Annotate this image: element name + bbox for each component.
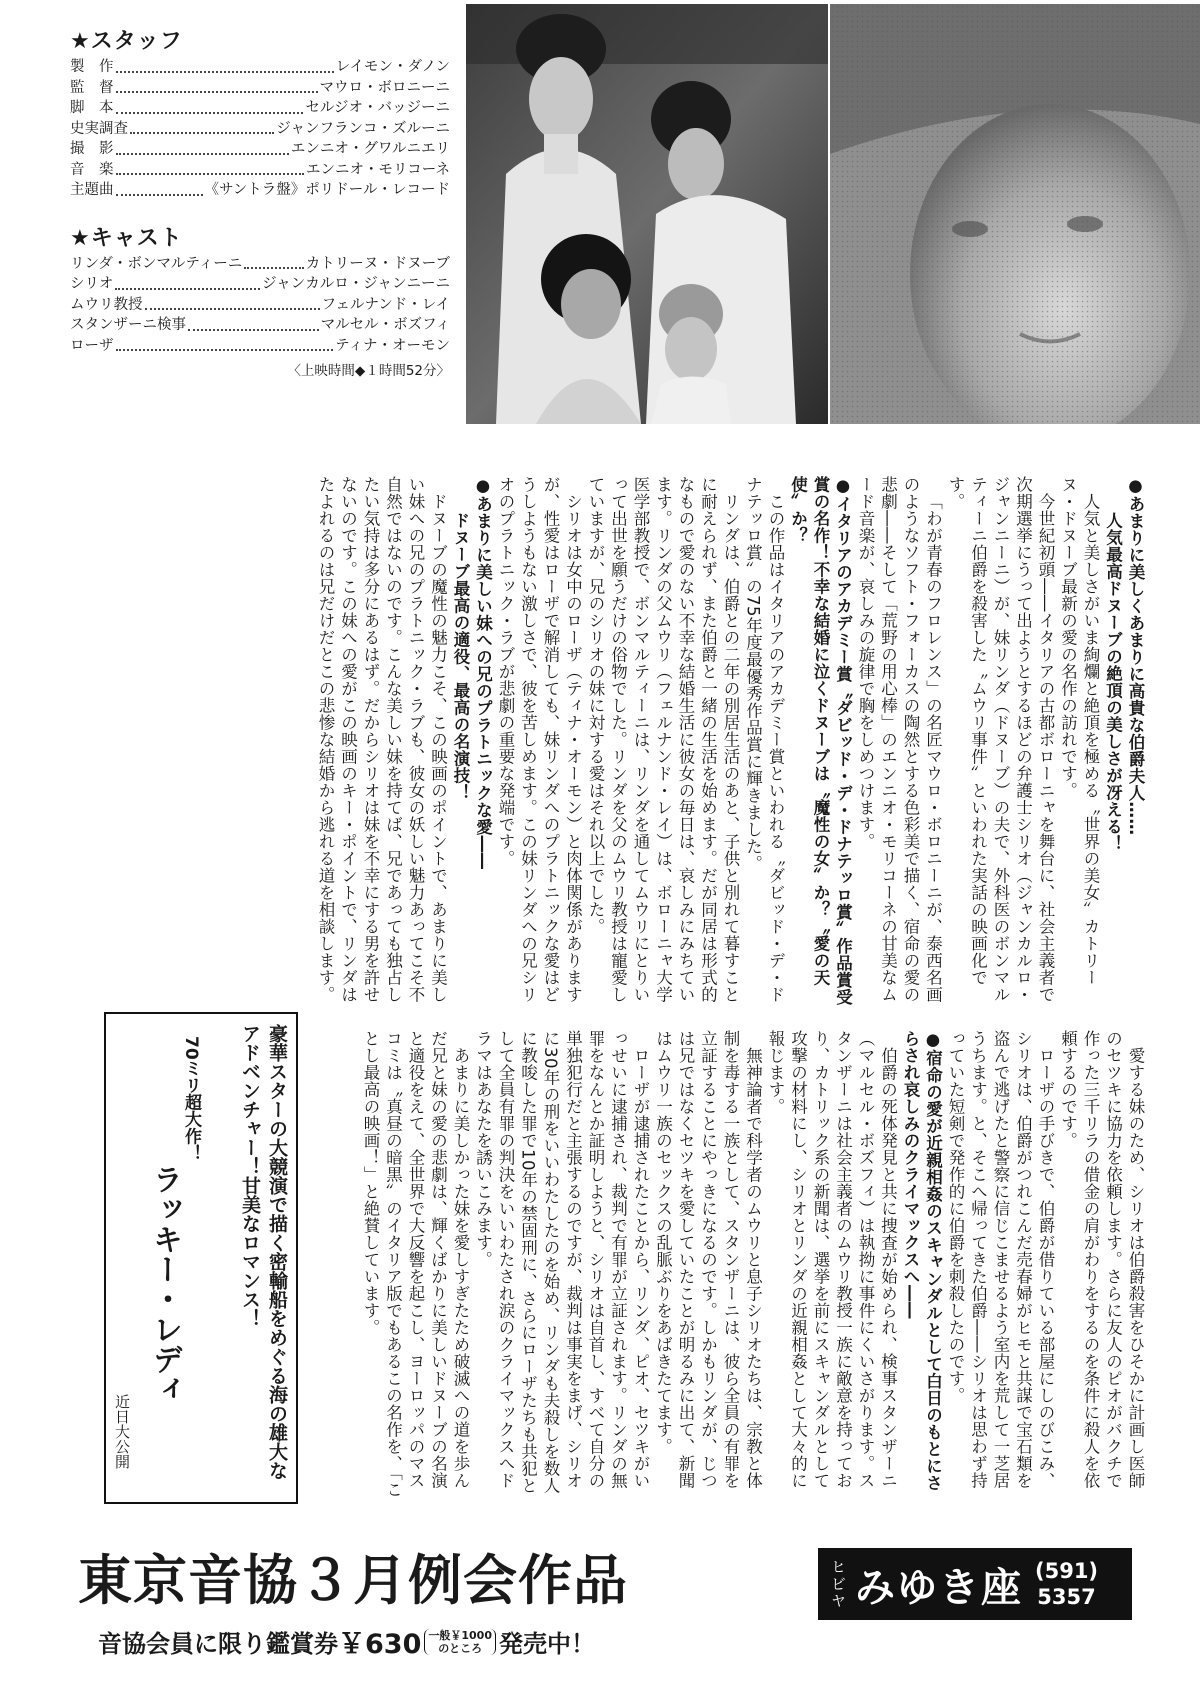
film-still-image — [466, 4, 828, 424]
event-title: 東京音協３月例会作品 — [78, 1549, 628, 1612]
credit-role: 監 督 — [70, 79, 114, 96]
headline-1: ● あまりに美しくあまりに高貴な伯爵夫人…… — [1124, 476, 1147, 1008]
lucky-lady-box — [104, 1012, 298, 1504]
runtime-note: 〈上映時間◆１時間52分〉 — [287, 363, 450, 379]
cast-row — [70, 254, 450, 275]
leader-dots — [145, 308, 320, 310]
theater-phone — [1035, 1558, 1098, 1610]
ticket-price: ￥630 — [338, 1629, 422, 1660]
credit-role: 脚 本 — [70, 100, 114, 116]
leader-dots — [116, 71, 334, 73]
credit-role: ローザ — [70, 337, 114, 354]
cast-heading: ★キャスト — [70, 225, 183, 251]
headline-2: ● イタリアのアカデミー賞〝ダビッド・デ・ドナテッロ賞〟作品賞受賞の名作！不幸な結婚に泣くドヌーブは〝魔性の女〟か？〝愛の天使〟か？ — [786, 476, 854, 1008]
staff-row — [70, 139, 450, 160]
credit-name: 《サントラ盤》ポリドール・レコード — [204, 182, 450, 198]
portrait-photo — [830, 4, 1200, 424]
leader-dots — [188, 329, 319, 331]
lucky-lady-tagline: 豪華スターの大競演で描く密輸船をめぐる海の雄大なアドベンチャー！甘美なロマンス！ — [239, 1024, 288, 1480]
paragraph: この作品はイタリアのアカデミー賞といわれる〝ダビッド・デ・ドナテッロ賞〟の75年度最優秀作品賞に輝きました。 — [743, 476, 785, 1003]
cast-row — [70, 315, 450, 336]
paragraph: ローザの手びきで、伯爵が借りている部屋にしのびこみ、シリオは、伯爵がつれこんだ売春婦がヒモと共謀で宝石類を盗んで逃げたと警察に信じこませるよう室内を荒して一芝居うちます。と、そこへ帰ってきた伯爵――シリオは思わず持っていた短剣で発作的に伯爵を刺殺したのです。 — [946, 1030, 1055, 1489]
leader-dots — [244, 267, 303, 269]
credit-role: 主題曲 — [70, 182, 114, 198]
film-still-photo — [466, 4, 828, 424]
cast-row — [70, 336, 450, 357]
headline-4: ● 宿命の愛が近親相姦のスキャンダルとして白日のもとにさらされ哀しみのクライマックスへ―― — [899, 1030, 944, 1498]
paragraph: 愛する妹のため、シリオは伯爵殺害をひそかに計画し医師のセツキに協力を依頼します。さらに友人のピオがバクチで作った三千リラの借金の肩がわりをするのを条件に殺人を依頼するのです。 — [1058, 1030, 1145, 1489]
lucky-lady-prefix: 70ミリ超大作！ — [181, 1036, 201, 1162]
staff-row — [70, 160, 450, 181]
paragraph: あまりに美しかった妹を愛しすぎたため破滅への道を歩んだ兄と妹の愛の悲劇は、輝くばかりに美しいドヌーブの名演と適役をえて、全世界で大反響を起こし、ヨーロッパのマスコミは〝真昼の暗黒〟のイタリア版でもあるこの名作を、「ことし最高の映画！」と絶賛しています。 — [361, 1030, 470, 1498]
credit-role: 撮 影 — [70, 141, 114, 157]
paragraph: 無神論者で科学者のムウリと息子シリオたちは、宗教と体制を毒する一族として、スタンザーニは、彼ら全員の有罪を立証することにやっきになるのです。しかもリンダが、じつは兄ではなくセツキを愛していたことが明るみに出て、新聞はムウリ一族のセックスの乱脈ぶりをあばきたてます。 — [653, 1030, 763, 1489]
regular-price-suffix: のところ — [438, 1641, 483, 1655]
leader-dots — [115, 288, 260, 290]
ticket-sale-line — [98, 1622, 595, 1661]
leader-dots — [116, 194, 203, 196]
credit-name: ジャンカルロ・ジャンニーニ — [262, 276, 450, 292]
credit-role: 音 楽 — [70, 161, 114, 178]
subheadline-3: ドヌーブ最高の適役、最高の名演技！ — [451, 512, 470, 802]
paragraph: 伯爵の死体発見と共に捜査が始められ、検事スタンザーニ（マルセル・ボズフィ）は執拗に事件にくいさがります。スタンザーニは社会主義者のムウリ教授一族に敵意を持っており、カトリック系の新聞は、選挙を前にスキャンダルとして攻撃の材料にし、シリオとリンダの近親相姦として大々的に報じます。 — [766, 1030, 898, 1489]
credit-name: カトリーヌ・ドヌーブ — [305, 255, 450, 272]
article-top — [66, 476, 1146, 1008]
staff-row — [70, 180, 450, 201]
leader-dots — [116, 153, 289, 155]
credit-role: ムウリ教授 — [70, 296, 143, 313]
leader-dots — [130, 132, 274, 134]
regular-price-note — [424, 1629, 496, 1655]
portrait-image — [830, 4, 1200, 424]
on-sale-text: 発売中！ — [499, 1630, 595, 1658]
lucky-lady-release: 近日大公開 — [113, 1394, 131, 1469]
cast-list — [70, 254, 450, 357]
credit-name: レイモン・ダノン — [335, 59, 450, 75]
staff-row — [70, 78, 450, 99]
credit-role: シリオ — [70, 276, 114, 292]
credit-name: エンニオ・モリコーネ — [306, 161, 450, 178]
subheadline-1: 人気最高ドヌーブの絶頂の美しさが冴える！ — [1103, 512, 1123, 853]
regular-price: 一般￥1000 — [428, 1628, 492, 1642]
article-bottom — [334, 1030, 1146, 1498]
staff-row — [70, 119, 450, 140]
leader-dots — [116, 112, 304, 114]
leader-dots — [116, 91, 318, 93]
paragraph: 今世紀初頭――イタリアの古都ボローニャを舞台に、社会主義者で次期選挙にうって出ようとするほどの弁護士シリオ（ジャンカルロ・ジャンニーニ）が、妹リンダ（ドヌーブ）の夫で、外科医のボンマルティーニ伯爵を殺害した〝ムウリ事件〟といわれた実話の映画化です。 — [946, 476, 1055, 1003]
cast-row — [70, 295, 450, 316]
headline-3: ● あまりに美しい妹への兄のプラトニックな愛―― — [471, 476, 494, 1008]
leader-dots — [116, 349, 334, 351]
paragraph: リンダは、伯爵との二年の別居生活のあと、子供と別れて暮すことに耐えられず、また伯爵と一緒の生活を始めます。だが同居は形式的なもので愛のない不幸な結婚生活に彼女の毎日は、哀しみにみちています。リンダの父ムウリ（フェルナンド・レイ）は、ボローニャ大学医学部教授で、ボンマルティーニは、リンダを通してムウリにとりいって出世を願うだけの俗物でした。リンダを父のムウリ教授は寵愛していますが、兄のシリオの妹に対する愛はそれ以上でした。 — [586, 476, 740, 1003]
cast-row — [70, 274, 450, 295]
paragraph: ドヌーブの魔性の魅力こそ、この映画のポイントで、あまりに美しい妹への兄のプラトニック・ラブも、彼女の妖しい魅力あってこそ不自然ではないのです。こんな美しい妹を持てば、兄であっても独占したい気持は多分にあるはず。だからシリオは妹を不幸にする男を許せないのです。この妹への愛がこの映画のキー・ポイントで、リンダはたよれるのは兄だけだとこの悲惨な結婚から逃れる道を相談します。 — [316, 476, 448, 1003]
staff-list — [70, 57, 450, 201]
paragraph: シリオは女中のローザ（ティナ・オーモン）と肉体関係がありますが、性愛はローザで解消しても、妹リンダへのプラトニックな愛はどうしようもない激しさで、彼を苦しめます。この妹リンダへの兄シリオのプラトニック・ラブが悲劇の重要な発端です。 — [496, 476, 583, 1003]
credit-name: ジャンフランコ・ズルーニ — [276, 120, 450, 137]
credit-role: リンダ・ボンマルティーニ — [70, 255, 243, 272]
ticket-sale-text: 音協会員に限り鑑賞券 — [98, 1630, 338, 1658]
staff-heading: ★スタッフ — [70, 29, 183, 54]
leader-dots — [116, 173, 305, 175]
credit-name: セルジオ・バッジーニ — [305, 100, 450, 116]
lucky-lady-title: ラッキー・レディ — [147, 1164, 182, 1404]
credit-role: 製 作 — [70, 59, 114, 75]
credit-role: スタンザーニ検事 — [70, 317, 186, 333]
credit-role: 史実調査 — [70, 120, 128, 137]
credits-panel — [70, 24, 450, 379]
phone-number: 5357 — [1037, 1585, 1096, 1609]
phone-area-code: (591) — [1035, 1559, 1099, 1583]
staff-row — [70, 57, 450, 78]
theater-name: みゆき座 — [855, 1564, 1023, 1611]
paragraph: 人気と美しさがいま絢爛と絶頂を極める〝世界の美女〟カトリーヌ・ドヌーブ最新の愛の名作の訪れです。 — [1058, 476, 1100, 986]
theater-box — [818, 1548, 1132, 1620]
staff-row — [70, 98, 450, 119]
paragraph: 「わが青春のフロレンス」の名匠マウロ・ボロニーニが、泰西名画のようなソフト・フォーカスの陶然とする色彩美で描く、宿命の愛の悲劇――そして「荒野の用心棒」のエンニオ・モリコーネの甘美なムード音楽が、哀しみの旋律で胸をしめつけます。 — [856, 476, 943, 1003]
credit-name: マウロ・ボロニーニ — [319, 79, 450, 96]
credit-name: フェルナンド・レイ — [321, 296, 450, 313]
credit-name: エンニオ・グワルニエリ — [290, 141, 450, 157]
theater-area: ヒビヤ — [829, 1558, 847, 1610]
credit-name: ティナ・オーモン — [335, 337, 450, 354]
paragraph: ローザが逮捕されたことから、リンダ、ピオ、セツキがいっせいに逮捕され、裁判で有罪が立証されます。リンダの無罪をなんとか証明しようと、シリオは自首し、すべて自分の単独犯行だと主張するのですが、裁判は事実をまげ、シリオに30年の刑をいいわたしたのを始め、リンダも夫殺しを数人に教唆した罪で10年の禁固刑に、さらにローザたちも共犯として全員有罪の判決をいいわたされ涙のクライマックスへドラマはあなたを誘いこみます。 — [473, 1030, 650, 1494]
credit-name: マルセル・ボズフィ — [320, 317, 450, 333]
